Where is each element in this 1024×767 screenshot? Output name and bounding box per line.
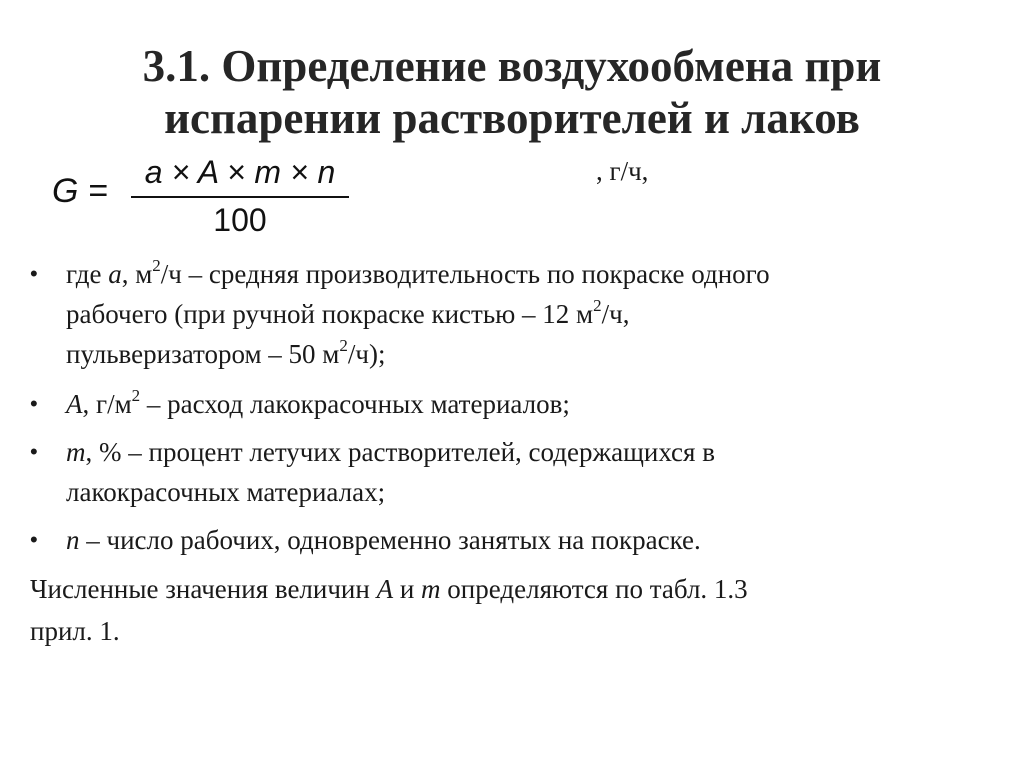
title-line-1: 3.1. Определение воздухообмена при (142, 41, 882, 91)
bullet-icon: • (30, 439, 38, 464)
formula-numerator: a × A × m × n (144, 154, 336, 190)
list-item-line: m, % – процент летучих растворителей, содержащихся в (66, 437, 715, 467)
footer-line-1: Численные значения величин A и m определяются по табл. 1.3 (30, 574, 748, 604)
formula-lhs: G = (52, 172, 108, 210)
fraction-bar (131, 196, 349, 198)
formula-unit: , г/ч, (596, 156, 649, 186)
bullet-icon: • (30, 261, 38, 286)
formula (52, 152, 352, 242)
title-line-2: испарении растворителей и лаков (164, 93, 860, 143)
footer-note (30, 568, 990, 652)
bullet-icon: • (30, 391, 38, 416)
bullet-icon: • (30, 527, 38, 552)
footer-line-2: прил. 1. (30, 616, 120, 646)
list-item-line: где a, $м^2/ч$ – средняя производительность по покраске одного (66, 256, 770, 289)
list-item-line: рабочего (при ручной покраске кистью – 12 $м^2/ч$, (66, 296, 630, 329)
list-item-line: лакокрасочных материалах; (66, 477, 386, 507)
list-item-line: A, $г/м^2$ – расход лакокрасочных материалов; (66, 386, 570, 419)
list-item-line: пульверизатором – 50 $м^2/ч$); (66, 336, 386, 369)
formula-denominator: 100 (213, 202, 267, 238)
slide-title (60, 40, 964, 144)
list-item-line: n – число рабочих, одновременно занятых на покраске. (66, 525, 701, 555)
